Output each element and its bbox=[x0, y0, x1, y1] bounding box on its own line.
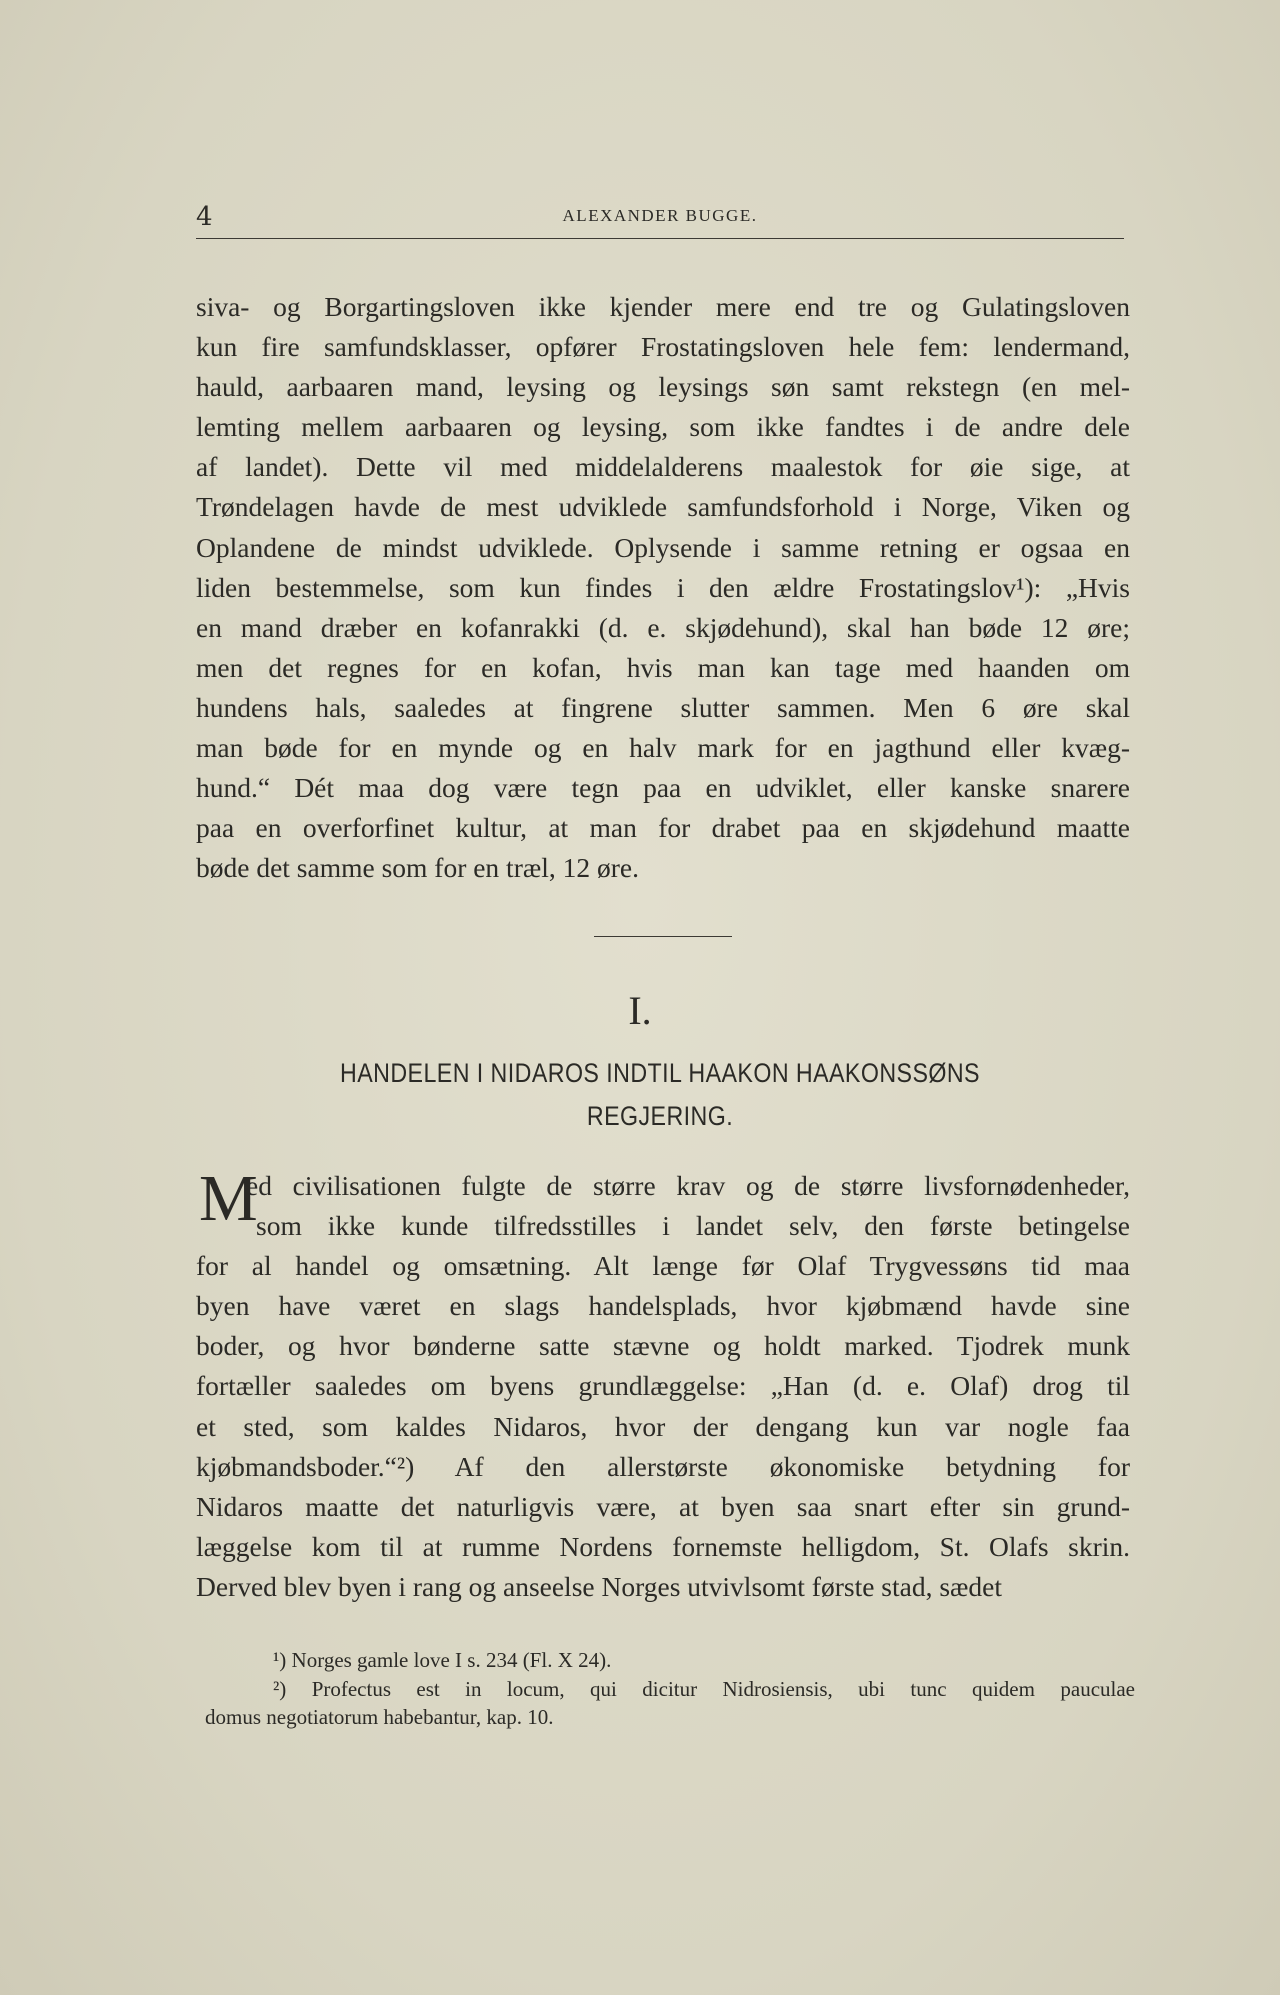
text-line: bøde det samme som for en træl, 12 øre. bbox=[196, 852, 639, 884]
text-line: som ikke kunde tilfredsstilles i landet selv, den første betingelse bbox=[256, 1210, 1130, 1242]
text-line: liden bestemmelse, som kun findes i den ældre Frostatingslov¹): „Hvis bbox=[196, 571, 1130, 603]
text-line: fortæller saaledes om byens grundlæggelse: „Han (d. e. Olaf) drog til bbox=[196, 1370, 1130, 1402]
text-line: lemting mellem aarbaaren og leysing, som ikke fandtes i de andre dele bbox=[196, 411, 1130, 443]
text-line: paa en overforfinet kultur, at man for drabet paa en skjødehund maatte bbox=[196, 812, 1130, 844]
text-line: man bøde for en mynde og en halv mark for en jagthund eller kvæg- bbox=[196, 732, 1130, 764]
page-number: 4 bbox=[196, 202, 213, 232]
text-line: hund.“ Dét maa dog være tegn paa en udviklet, eller kanske snarere bbox=[196, 772, 1130, 804]
text-line: for al handel og omsætning. Alt længe før Olaf Trygvessøns tid maa bbox=[196, 1250, 1130, 1282]
section-title-line: HANDELEN I NIDAROS INDTIL HAAKON HAAKONSSØNS bbox=[340, 1058, 980, 1088]
text-line: siva- og Borgartingsloven ikke kjender mere end tre og Gulatingsloven bbox=[196, 291, 1130, 322]
text-line: Nidaros maatte det naturligvis være, at byen saa snart efter sin grund- bbox=[196, 1490, 1130, 1522]
text-line: hundens hals, saaledes at fingrene slutter sammen. Men 6 øre skal bbox=[196, 691, 1130, 723]
section-title-line: REGJERING. bbox=[586, 1101, 734, 1131]
footnote-2-continued: domus negotiatorum habebantur, kap. 10. bbox=[205, 1705, 554, 1729]
text-line: af landet). Dette vil med middelalderens maalestok for øie sige, at bbox=[196, 451, 1130, 483]
section-number: I. bbox=[628, 988, 652, 1033]
running-head: ALEXANDER BUGGE. bbox=[562, 206, 758, 225]
section-title bbox=[92, 1052, 1227, 1138]
text-line: Oplandene de mindst udviklede. Oplysende i samme retning er ogsaa en bbox=[196, 531, 1130, 563]
text-line: kjøbmandsboder.“²) Af den allerstørste økonomiske betydning for bbox=[196, 1450, 1130, 1482]
footnote-2: ²) Profectus est in locum, qui dicitur Nidrosiensis, ubi tunc quidem pauculae bbox=[273, 1676, 1135, 1701]
section-divider bbox=[594, 936, 732, 937]
page-header bbox=[196, 198, 1124, 238]
text-line: byen have været en slags handelsplads, hvor kjøbmænd havde sine bbox=[196, 1290, 1130, 1322]
text-line: ed civilisationen fulgte de større krav og de større livsfornødenheder, bbox=[246, 1170, 1130, 1201]
footnote-1: ¹) Norges gamle love I s. 234 (Fl. X 24). bbox=[273, 1648, 612, 1672]
text-line: et sted, som kaldes Nidaros, hvor der dengang kun var nogle faa bbox=[196, 1410, 1130, 1442]
footnotes bbox=[205, 1646, 1135, 1732]
text-line: boder, og hvor bønderne satte stævne og holdt marked. Tjodrek munk bbox=[196, 1330, 1130, 1362]
text-line: Derved blev byen i rang og anseelse Norges utvivlsomt første stad, sædet bbox=[196, 1570, 1002, 1602]
text-line: læggelse kom til at rumme Nordens fornemste helligdom, St. Olafs skrin. bbox=[196, 1530, 1130, 1562]
text-line: en mand dræber en kofanrakki (d. e. skjødehund), skal han bøde 12 øre; bbox=[196, 611, 1130, 643]
paragraph-opening bbox=[196, 1162, 1130, 1607]
text-line: men det regnes for en kofan, hvis man kan tage med haanden om bbox=[196, 651, 1130, 683]
text-line: Trøndelagen havde de mest udviklede samfundsforhold i Norge, Viken og bbox=[196, 491, 1130, 523]
text-line: hauld, aarbaaren mand, leysing og leysings søn samt rekstegn (en mel- bbox=[196, 371, 1130, 403]
text-line: kun fire samfundsklasser, opfører Frostatingsloven hele fem: lendermand, bbox=[196, 331, 1130, 363]
drop-cap: M bbox=[199, 1162, 258, 1235]
header-rule bbox=[196, 238, 1124, 239]
paragraph-continued bbox=[196, 287, 1130, 888]
